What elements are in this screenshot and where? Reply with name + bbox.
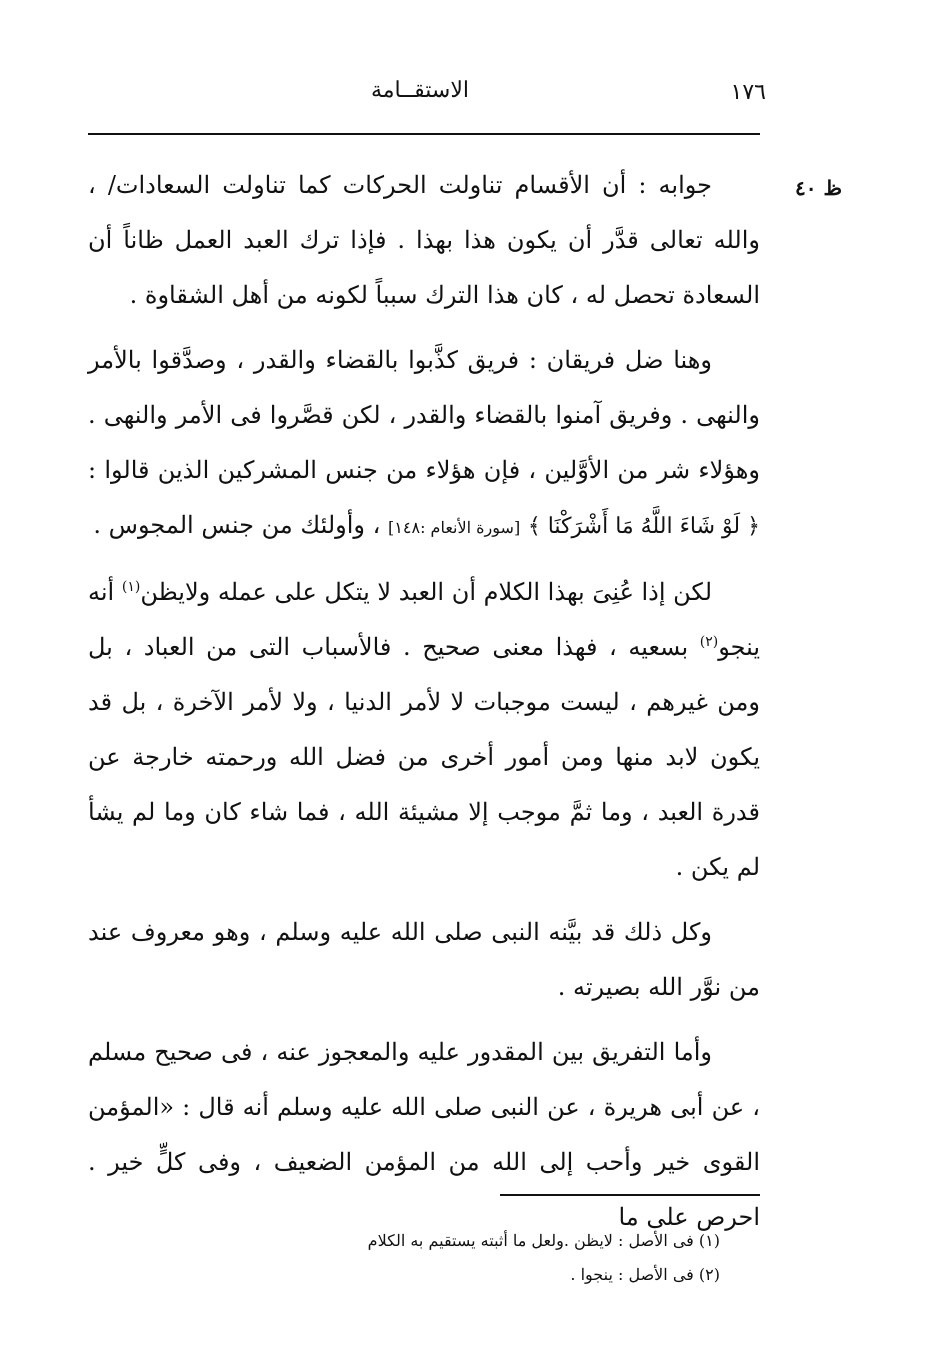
footnote-ref-2: (٢) — [699, 634, 719, 650]
paragraph-2-text-a: وهنا ضل فريقان : فريق كذَّبوا بالقضاء والقدر ، وصدَّقوا بالأمر والنهى . وفريق آمنوا بالقضاء والقدر ، لكن قصَّروا فى الأمر والنهى . وهؤلاء شر من الأوَّلين ، فإن هؤلاء من جنس المشركين الذين قالوا : — [88, 346, 760, 484]
quran-verse: ﴿ لَوْ شَاءَ اللَّهُ مَا أَشْرَكْنَا ﴾ — [527, 514, 760, 539]
paragraph-3-text-c: بسعيه ، فهذا معنى صحيح . فالأسباب التى من العباد ، بل ومن غيرهم ، ليست موجبات لا لأمر الدنيا ، ولا لأمر الآخرة ، بل قد يكون لابد منها ومن أمور أخرى من فضل الله ورحمته خارجة عن قدرة العبد ، وما ثمَّ موجب إلا مشيئة الله ، فما شاء كان وما لم يشأ لم يكن . — [88, 633, 760, 881]
paragraph-3-text-a: لكن إذا عُنِىَ بهذا الكلام أن العبد لا يتكل على عمله ولايظن — [140, 578, 712, 606]
paragraph-5: وأما التفريق بين المقدور عليه والمعجوز عنه ، فى صحيح مسلم ، عن أبى هريرة ، عن النبى صلى الله عليه وسلم أنه قال : «المؤمن القوى خير وأحب إلى الله من المؤمن الضعيف ، وفى كلٍّ خير . احرص على ما — [88, 1038, 761, 1231]
paragraph-1: جوابه : أن الأقسام تناولت الحركات كما تناولت السعادات/ ، والله تعالى قدَّر أن يكون هذا بهذا . فإذا ترك العبد العمل ظاناً أن السعادة تحصل له ، كان هذا الترك سبباً لكونه من أهل الشقاوة . — [88, 171, 760, 309]
paragraph-2 — [88, 333, 760, 555]
paragraph-3 — [88, 565, 760, 895]
footnote-rule — [500, 1194, 760, 1196]
page-number: ١٧٦ — [730, 80, 766, 105]
body-text — [88, 158, 760, 1255]
verse-reference: [سورة الأنعام :١٤٨] — [388, 518, 521, 537]
paragraph-4: وكل ذلك قد بيَّنه النبى صلى الله عليه وسلم ، وهو معروف عند من نوَّر الله بصيرته . — [88, 918, 760, 1001]
manuscript-folio-note: ظ ٤٠ — [795, 176, 842, 200]
footnotes — [300, 1224, 720, 1292]
footnote-2: (٢) فى الأصل : ينجوا . — [570, 1265, 720, 1284]
footnote-1: (١) فى الأصل : لايظن .ولعل ما أثبته يستقيم به الكلام — [367, 1231, 720, 1250]
header-rule — [88, 133, 760, 135]
paragraph-3-text-b: أنه ينجو — [87, 578, 760, 661]
running-title: الاستقــامة — [370, 78, 470, 103]
footnote-ref-1: (١) — [121, 579, 141, 595]
paragraph-2-text-b: ، وأولئك من جنس المجوس . — [93, 511, 381, 539]
